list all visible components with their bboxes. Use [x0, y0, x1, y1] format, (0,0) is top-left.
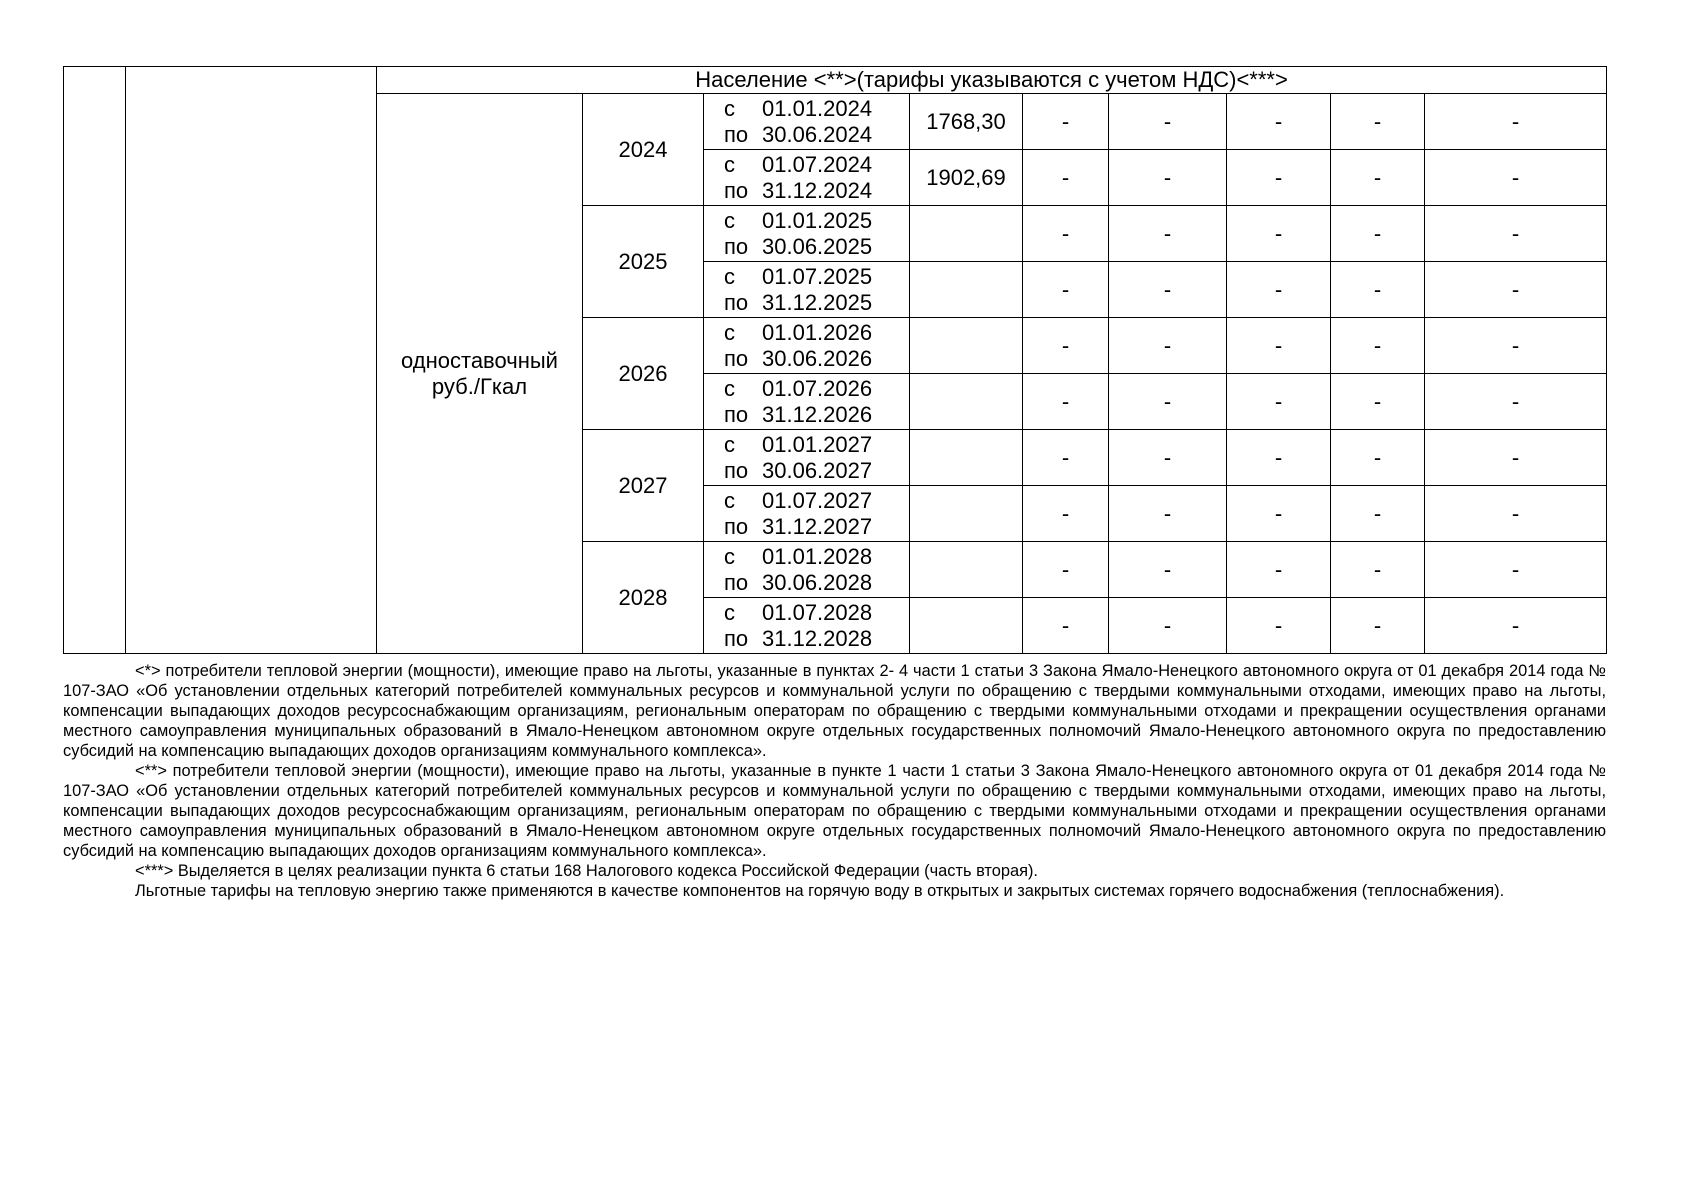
empty-value-dash: -: [1227, 374, 1331, 430]
empty-value-dash: -: [1023, 486, 1109, 542]
empty-value-dash: -: [1023, 206, 1109, 262]
period-to: [724, 290, 909, 316]
empty-value-dash: -: [1023, 262, 1109, 318]
period-to-prefix: по: [724, 177, 749, 203]
period-from: [724, 320, 909, 346]
period-to-date: 31.12.2028: [762, 625, 873, 651]
empty-value-dash: -: [1331, 206, 1425, 262]
period-to-prefix: по: [724, 401, 749, 427]
period-from-prefix: с: [724, 95, 735, 121]
period-to: [724, 122, 909, 148]
empty-value-dash: -: [1023, 430, 1109, 486]
period-from-date: 01.07.2026: [762, 375, 873, 401]
period-from-date: 01.01.2025: [762, 207, 873, 233]
empty-value-dash: -: [1227, 542, 1331, 598]
tariff-table: [63, 66, 1607, 654]
empty-value-dash: -: [1425, 150, 1607, 206]
empty-value-dash: -: [1425, 486, 1607, 542]
empty-value-dash: -: [1023, 542, 1109, 598]
empty-value-dash: -: [1227, 262, 1331, 318]
period-from-date: 01.01.2024: [762, 95, 873, 121]
period-to-prefix: по: [724, 289, 749, 315]
empty-value-dash: -: [1331, 262, 1425, 318]
period-from: [724, 96, 909, 122]
empty-value-dash: -: [1331, 150, 1425, 206]
period-cell: [704, 542, 910, 598]
period-cell: [704, 598, 910, 654]
period-to: [724, 402, 909, 428]
empty-value-dash: -: [1331, 598, 1425, 654]
period-cell: [704, 318, 910, 374]
blank-cell-organization: [126, 67, 377, 654]
period-from-prefix: с: [724, 263, 735, 289]
period-cell: [704, 374, 910, 430]
period-from: [724, 152, 909, 178]
tariff-value: 1768,30: [910, 94, 1023, 150]
period-to-date: 31.12.2025: [762, 289, 873, 315]
tariff-value: [910, 430, 1023, 486]
empty-value-dash: -: [1109, 262, 1227, 318]
period-from-date: 01.07.2028: [762, 599, 873, 625]
tariff-value: [910, 486, 1023, 542]
blank-cell-number: [64, 67, 126, 654]
tariff-value: [910, 318, 1023, 374]
period-from-prefix: с: [724, 599, 735, 625]
empty-value-dash: -: [1227, 598, 1331, 654]
period-from-date: 01.01.2026: [762, 319, 873, 345]
period-from-prefix: с: [724, 431, 735, 457]
empty-value-dash: -: [1227, 94, 1331, 150]
tariff-value: [910, 542, 1023, 598]
period-to-prefix: по: [724, 233, 749, 259]
period-from: [724, 376, 909, 402]
section-header-row: [64, 67, 1607, 94]
period-cell: [704, 262, 910, 318]
empty-value-dash: -: [1425, 94, 1607, 150]
period-from-date: 01.01.2028: [762, 543, 873, 569]
year-cell: 2027: [583, 430, 704, 542]
period-cell: [704, 94, 910, 150]
empty-value-dash: -: [1023, 598, 1109, 654]
period-from-prefix: с: [724, 207, 735, 233]
empty-value-dash: -: [1425, 542, 1607, 598]
period-to: [724, 570, 909, 596]
tariff-value: 1902,69: [910, 150, 1023, 206]
empty-value-dash: -: [1109, 206, 1227, 262]
empty-value-dash: -: [1109, 542, 1227, 598]
period-to-prefix: по: [724, 625, 749, 651]
period-to: [724, 346, 909, 372]
empty-value-dash: -: [1331, 318, 1425, 374]
empty-value-dash: -: [1425, 598, 1607, 654]
empty-value-dash: -: [1109, 94, 1227, 150]
period-from-prefix: с: [724, 151, 735, 177]
footnote-triple-star: <***> Выделяется в целях реализации пункта 6 статьи 168 Налогового кодекса Российской Федерации (часть вторая).: [135, 862, 1038, 880]
tariff-table-body: [64, 67, 1607, 654]
empty-value-dash: -: [1227, 430, 1331, 486]
period-cell: [704, 206, 910, 262]
empty-value-dash: -: [1425, 430, 1607, 486]
empty-value-dash: -: [1227, 206, 1331, 262]
period-from-date: 01.07.2025: [762, 263, 873, 289]
empty-value-dash: -: [1331, 94, 1425, 150]
period-from-prefix: с: [724, 375, 735, 401]
empty-value-dash: -: [1331, 430, 1425, 486]
period-from-prefix: с: [724, 487, 735, 513]
empty-value-dash: -: [1425, 374, 1607, 430]
year-cell: 2024: [583, 94, 704, 206]
footnotes: [63, 661, 1606, 901]
period-to-prefix: по: [724, 345, 749, 371]
period-to-date: 31.12.2027: [762, 513, 873, 539]
empty-value-dash: -: [1227, 318, 1331, 374]
period-cell: [704, 486, 910, 542]
period-from: [724, 600, 909, 626]
year-cell: 2028: [583, 542, 704, 654]
period-from: [724, 208, 909, 234]
period-to: [724, 458, 909, 484]
tariff-value: [910, 206, 1023, 262]
empty-value-dash: -: [1331, 374, 1425, 430]
period-to-date: 31.12.2024: [762, 177, 873, 203]
empty-value-dash: -: [1425, 318, 1607, 374]
tariff-value: [910, 598, 1023, 654]
tariff-type-cell: [377, 94, 583, 654]
period-to-prefix: по: [724, 121, 749, 147]
period-to-date: 30.06.2024: [762, 121, 873, 147]
year-cell: 2026: [583, 318, 704, 430]
period-to-prefix: по: [724, 457, 749, 483]
year-cell: 2025: [583, 206, 704, 318]
tariff-type-label: одноставочный: [401, 347, 558, 373]
empty-value-dash: -: [1023, 318, 1109, 374]
period-to-prefix: по: [724, 569, 749, 595]
period-from-prefix: с: [724, 319, 735, 345]
empty-value-dash: -: [1109, 598, 1227, 654]
period-to-prefix: по: [724, 513, 749, 539]
empty-value-dash: -: [1023, 374, 1109, 430]
period-to: [724, 178, 909, 204]
empty-value-dash: -: [1109, 150, 1227, 206]
period-from-prefix: с: [724, 543, 735, 569]
period-from: [724, 544, 909, 570]
period-to-date: 30.06.2026: [762, 345, 873, 371]
footnote-single-star: <*> потребители тепловой энергии (мощности), имеющие право на льготы, указанные в пунктах 2- 4 части 1 статьи 3 Закона Ямало-Ненецкого автономного округа от 01 декабря 2014 года № 107-ЗАО «Об установлении отдельных категорий потребителей коммунальных ресурсов и коммунальной услуги по обращению с твердыми коммунальными отходами, имеющих право на льготы, компенсации выпадающих доходов ресурсоснабжающим организациям, региональным операторам по обращению с твердыми коммунальными отходами и прекращении осуществления органами местного самоуправления муниципальных образований в Ямало-Ненецком автономном округе отдельных государственных полномочий Ямало-Ненецкого автономного округа по предоставлению субсидий на компенсацию выпадающих доходов организациям коммунального комплекса».: [63, 662, 1606, 760]
period-to: [724, 626, 909, 652]
tariff-value: [910, 374, 1023, 430]
section-header: Население <**>(тарифы указываются с учетом НДС)<***>: [377, 67, 1607, 94]
empty-value-dash: -: [1425, 206, 1607, 262]
empty-value-dash: -: [1109, 374, 1227, 430]
empty-value-dash: -: [1227, 150, 1331, 206]
footnote-double-star: <**> потребители тепловой энергии (мощности), имеющие право на льготы, указанные в пункте 1 части 1 статьи 3 Закона Ямало-Ненецкого автономного округа от 01 декабря 2014 года № 107-ЗАО «Об установлении отдельных категорий потребителей коммунальных ресурсов и коммунальной услуги по обращению с твердыми коммунальными отходами, имеющих право на льготы, компенсации выпадающих доходов ресурсоснабжающим организациям, региональным операторам по обращению с твердыми коммунальными отходами и прекращении осуществления органами местного самоуправления муниципальных образований в Ямало-Ненецком автономном округе отдельных государственных полномочий Ямало-Ненецкого автономного округа по предоставлению субсидий на компенсацию выпадающих доходов организациям коммунального комплекса».: [63, 762, 1606, 860]
tariff-unit-label: руб./Гкал: [431, 373, 528, 399]
empty-value-dash: -: [1331, 486, 1425, 542]
period-from: [724, 488, 909, 514]
period-from-date: 01.07.2027: [762, 487, 873, 513]
period-from: [724, 432, 909, 458]
period-to-date: 30.06.2027: [762, 457, 873, 483]
footnote-hot-water-note: Льготные тарифы на тепловую энергию также применяются в качестве компонентов на горячую воду в открытых и закрытых системах горячего водоснабжения (теплоснабжения).: [135, 882, 1505, 900]
empty-value-dash: -: [1227, 486, 1331, 542]
period-from-date: 01.07.2024: [762, 151, 873, 177]
empty-value-dash: -: [1109, 430, 1227, 486]
empty-value-dash: -: [1425, 262, 1607, 318]
empty-value-dash: -: [1331, 542, 1425, 598]
empty-value-dash: -: [1023, 94, 1109, 150]
period-cell: [704, 150, 910, 206]
period-to-date: 30.06.2025: [762, 233, 873, 259]
empty-value-dash: -: [1023, 150, 1109, 206]
period-cell: [704, 430, 910, 486]
period-to-date: 30.06.2028: [762, 569, 873, 595]
empty-value-dash: -: [1109, 318, 1227, 374]
period-to-date: 31.12.2026: [762, 401, 873, 427]
period-to: [724, 514, 909, 540]
period-from: [724, 264, 909, 290]
tariff-value: [910, 262, 1023, 318]
period-from-date: 01.01.2027: [762, 431, 873, 457]
empty-value-dash: -: [1109, 486, 1227, 542]
period-to: [724, 234, 909, 260]
